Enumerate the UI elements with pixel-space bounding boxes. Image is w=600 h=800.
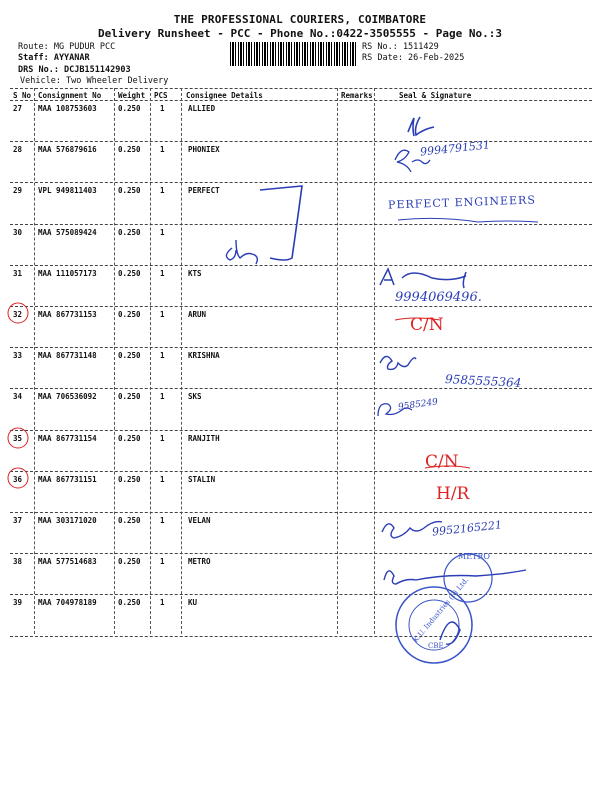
phone-row-34: 9585249 xyxy=(397,397,439,413)
row-weight: 0.250 xyxy=(118,186,141,196)
row-sno: 37 xyxy=(13,516,23,525)
row-consignee: VELAN xyxy=(188,516,211,525)
row-weight: 0.250 xyxy=(118,104,141,113)
row-sno: 38 xyxy=(13,557,23,567)
stamp-row-39-city: CBE xyxy=(428,642,444,650)
row-consignment-no: MAA 704978189 xyxy=(38,598,97,608)
status-row-35: C/N xyxy=(425,452,459,472)
row-sno: 28 xyxy=(13,145,23,155)
col-divider xyxy=(181,88,182,634)
row-divider xyxy=(10,430,592,431)
row-consignment-no: MAA 577514683 xyxy=(38,557,97,567)
row-pcs: 1 xyxy=(160,598,165,608)
row-consignment-no: MAA 111057173 xyxy=(38,268,97,278)
staff-label: Staff: AYYANAR xyxy=(18,53,90,63)
route-label: Route: MG PUDUR PCC xyxy=(18,42,116,52)
table-border xyxy=(10,88,592,89)
col-divider xyxy=(374,88,375,634)
row-sno: 34 xyxy=(13,392,23,402)
row-divider xyxy=(10,512,592,513)
row-consignee: KU xyxy=(188,598,198,608)
row-weight: 0.250 xyxy=(118,227,141,237)
row-consignment-no: VPL 949811403 xyxy=(38,186,97,196)
barcode xyxy=(230,42,356,66)
col-sno-header: S No xyxy=(13,91,32,100)
row-weight: 0.250 xyxy=(118,351,141,361)
row-consignee: KTS xyxy=(188,268,202,278)
row-divider xyxy=(10,224,592,225)
row-weight: 0.250 xyxy=(118,516,141,525)
phone-row-33: 9585555364 xyxy=(444,372,522,390)
row-sno: 29 xyxy=(13,186,23,196)
row-divider xyxy=(10,306,592,307)
row-consignment-no: MAA 867731148 xyxy=(38,351,97,361)
row-consignee: METRO xyxy=(188,557,211,567)
row-sno: 39 xyxy=(13,598,23,608)
status-row-36: H/R xyxy=(436,484,470,504)
row-pcs: 1 xyxy=(160,516,165,525)
runsheet-table xyxy=(10,88,592,634)
row-consignee: PERFECT xyxy=(188,186,220,196)
row-weight: 0.250 xyxy=(118,268,141,278)
row-pcs: 1 xyxy=(160,433,165,443)
col-pcs-header: PCS xyxy=(154,91,168,100)
phone-row-37: 9952165221 xyxy=(431,518,503,539)
row-pcs: 1 xyxy=(160,186,165,196)
row-pcs: 1 xyxy=(160,227,165,237)
row-consignment-no: MAA 867731154 xyxy=(38,433,97,443)
row-consignment-no: MAA 867731153 xyxy=(38,310,97,319)
row-sno: 30 xyxy=(13,227,23,237)
row-consignment-no: MAA 576879616 xyxy=(38,145,97,155)
col-divider xyxy=(114,88,115,634)
rs-number: RS No.: 1511429 xyxy=(362,42,439,52)
row-sno: 36 xyxy=(13,474,23,484)
row-pcs: 1 xyxy=(160,351,165,361)
runsheet-subtitle: Delivery Runsheet - PCC - Phone No.:0422-3505555 - Page No.:3 xyxy=(98,27,502,40)
rs-date: RS Date: 26-Feb-2025 xyxy=(362,53,465,63)
status-row-32: C/N xyxy=(410,315,444,335)
phone-row-31: 9994069496. xyxy=(395,290,482,305)
row-divider xyxy=(10,594,592,595)
row-weight: 0.250 xyxy=(118,557,141,567)
col-consignment-header: Consignment No xyxy=(38,91,102,100)
row-divider xyxy=(10,141,592,142)
row-sno: 27 xyxy=(13,104,23,113)
row-consignment-no: MAA 867731151 xyxy=(38,474,97,484)
stamp-row-38: METRO xyxy=(458,552,490,561)
stamp-row-39: K.U. Industries (P) Ltd. xyxy=(411,576,471,644)
row-consignee: ALLIED xyxy=(188,104,216,113)
col-seal-header: Seal & Signature xyxy=(399,91,472,100)
col-divider xyxy=(34,88,35,634)
col-consignee-header: Consignee Details xyxy=(186,91,263,100)
stamp-row-29: PERFECT ENGINEERS xyxy=(387,193,537,212)
row-pcs: 1 xyxy=(160,268,165,278)
phone-row-28: 9994791531 xyxy=(419,138,491,159)
company-title: THE PROFESSIONAL COURIERS, COIMBATORE xyxy=(173,13,427,26)
header-divider xyxy=(10,100,592,101)
row-consignment-no: MAA 706536092 xyxy=(38,392,97,402)
row-weight: 0.250 xyxy=(118,145,141,155)
row-divider xyxy=(10,347,592,348)
row-consignment-no: MAA 108753603 xyxy=(38,104,97,113)
col-weight-header: Weight xyxy=(118,91,146,100)
row-divider xyxy=(10,553,592,554)
row-divider xyxy=(10,182,592,183)
row-weight: 0.250 xyxy=(118,598,141,608)
row-sno: 31 xyxy=(13,268,23,278)
row-consignee: RANJITH xyxy=(188,433,220,443)
vehicle-label: Vehicle: Two Wheeler Delivery xyxy=(20,76,169,86)
row-pcs: 1 xyxy=(160,104,165,113)
row-weight: 0.250 xyxy=(118,474,141,484)
row-weight: 0.250 xyxy=(118,433,141,443)
row-consignee: KRISHNA xyxy=(188,351,220,361)
row-divider xyxy=(10,471,592,472)
col-divider xyxy=(150,88,151,634)
row-divider xyxy=(10,636,592,637)
row-pcs: 1 xyxy=(160,474,165,484)
row-consignment-no: MAA 575089424 xyxy=(38,227,97,237)
row-consignment-no: MAA 303171020 xyxy=(38,516,97,525)
col-divider xyxy=(337,88,338,634)
row-divider xyxy=(10,265,592,266)
row-consignee: STALIN xyxy=(188,474,216,484)
row-weight: 0.250 xyxy=(118,392,141,402)
row-consignee: PHONIEX xyxy=(188,145,220,155)
row-consignee: SKS xyxy=(188,392,202,402)
row-sno: 33 xyxy=(13,351,23,361)
drs-label: DRS No.: DCJB151142903 xyxy=(18,65,131,75)
row-sno: 35 xyxy=(13,433,23,443)
row-sno: 32 xyxy=(13,310,23,319)
row-pcs: 1 xyxy=(160,392,165,402)
row-pcs: 1 xyxy=(160,145,165,155)
row-pcs: 1 xyxy=(160,557,165,567)
row-pcs: 1 xyxy=(160,310,165,319)
row-consignee: ARUN xyxy=(188,310,207,319)
row-weight: 0.250 xyxy=(118,310,141,319)
col-remarks-header: Remarks xyxy=(341,91,373,100)
